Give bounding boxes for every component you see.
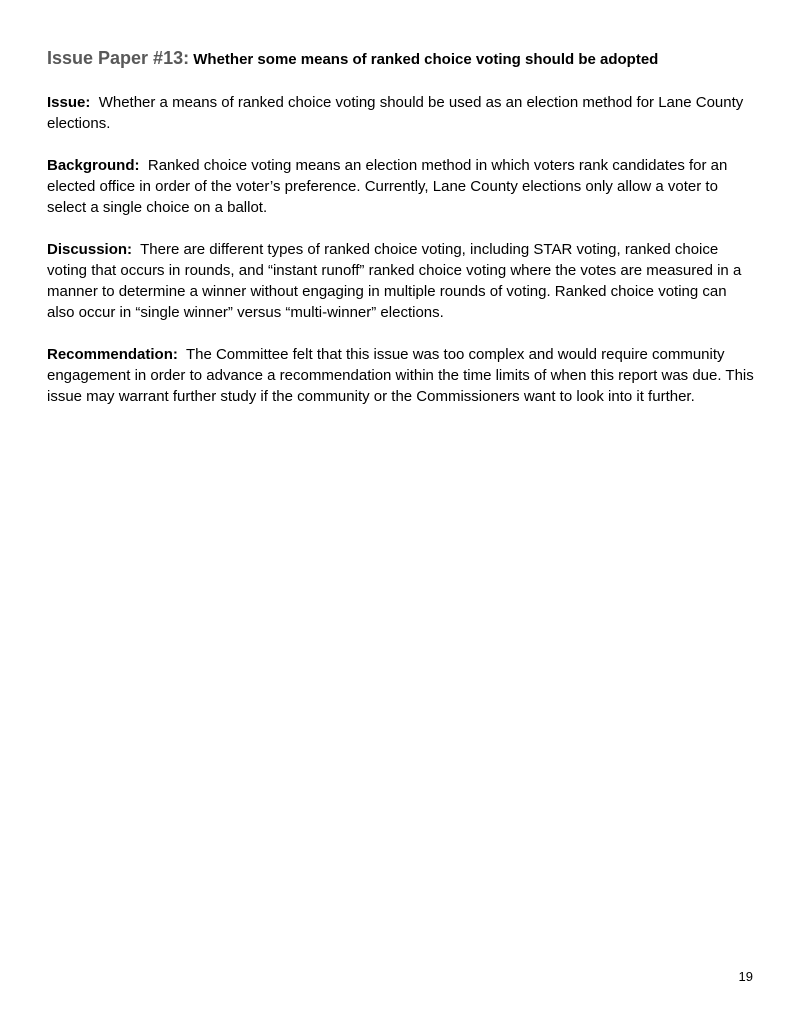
discussion-label: Discussion:	[47, 241, 133, 258]
document-page	[47, 47, 757, 428]
discussion-section	[47, 239, 757, 323]
issue-paper-heading	[47, 47, 757, 71]
issue-section	[47, 92, 757, 134]
recommendation-label: Recommendation:	[47, 346, 178, 363]
issue-text: Whether a means of ranked choice voting should be used as an election method for Lane County elections.	[47, 94, 744, 132]
issue-paper-title: Whether some means of ranked choice voting should be adopted	[193, 51, 659, 68]
page-number: 19	[738, 969, 753, 984]
discussion-text: There are different types of ranked choice voting, including STAR voting, ranked choice voting that occurs in rounds, and “instant runoff” ranked choice voting where the votes are measured in a manner to determine a winner without engaging in multiple rounds of voting. Ranked choice voting can also occur in “single winner” versus “multi-winner” elections.	[47, 241, 742, 321]
background-text: Ranked choice voting means an election method in which voters rank candidates for an elected office in order of the voter’s preference. Currently, Lane County elections only allow a voter to select a single choice on a ballot.	[47, 157, 728, 216]
recommendation-section	[47, 344, 757, 407]
issue-paper-number: Issue Paper #13:	[47, 48, 190, 68]
background-section	[47, 155, 757, 218]
recommendation-text: The Committee felt that this issue was too complex and would require community engagement in order to advance a recommendation within the time limits of when this report was due. This issue may warrant further study if the community or the Commissioners want to look into it further.	[47, 346, 754, 405]
issue-label: Issue:	[47, 94, 91, 111]
background-label: Background:	[47, 157, 140, 174]
